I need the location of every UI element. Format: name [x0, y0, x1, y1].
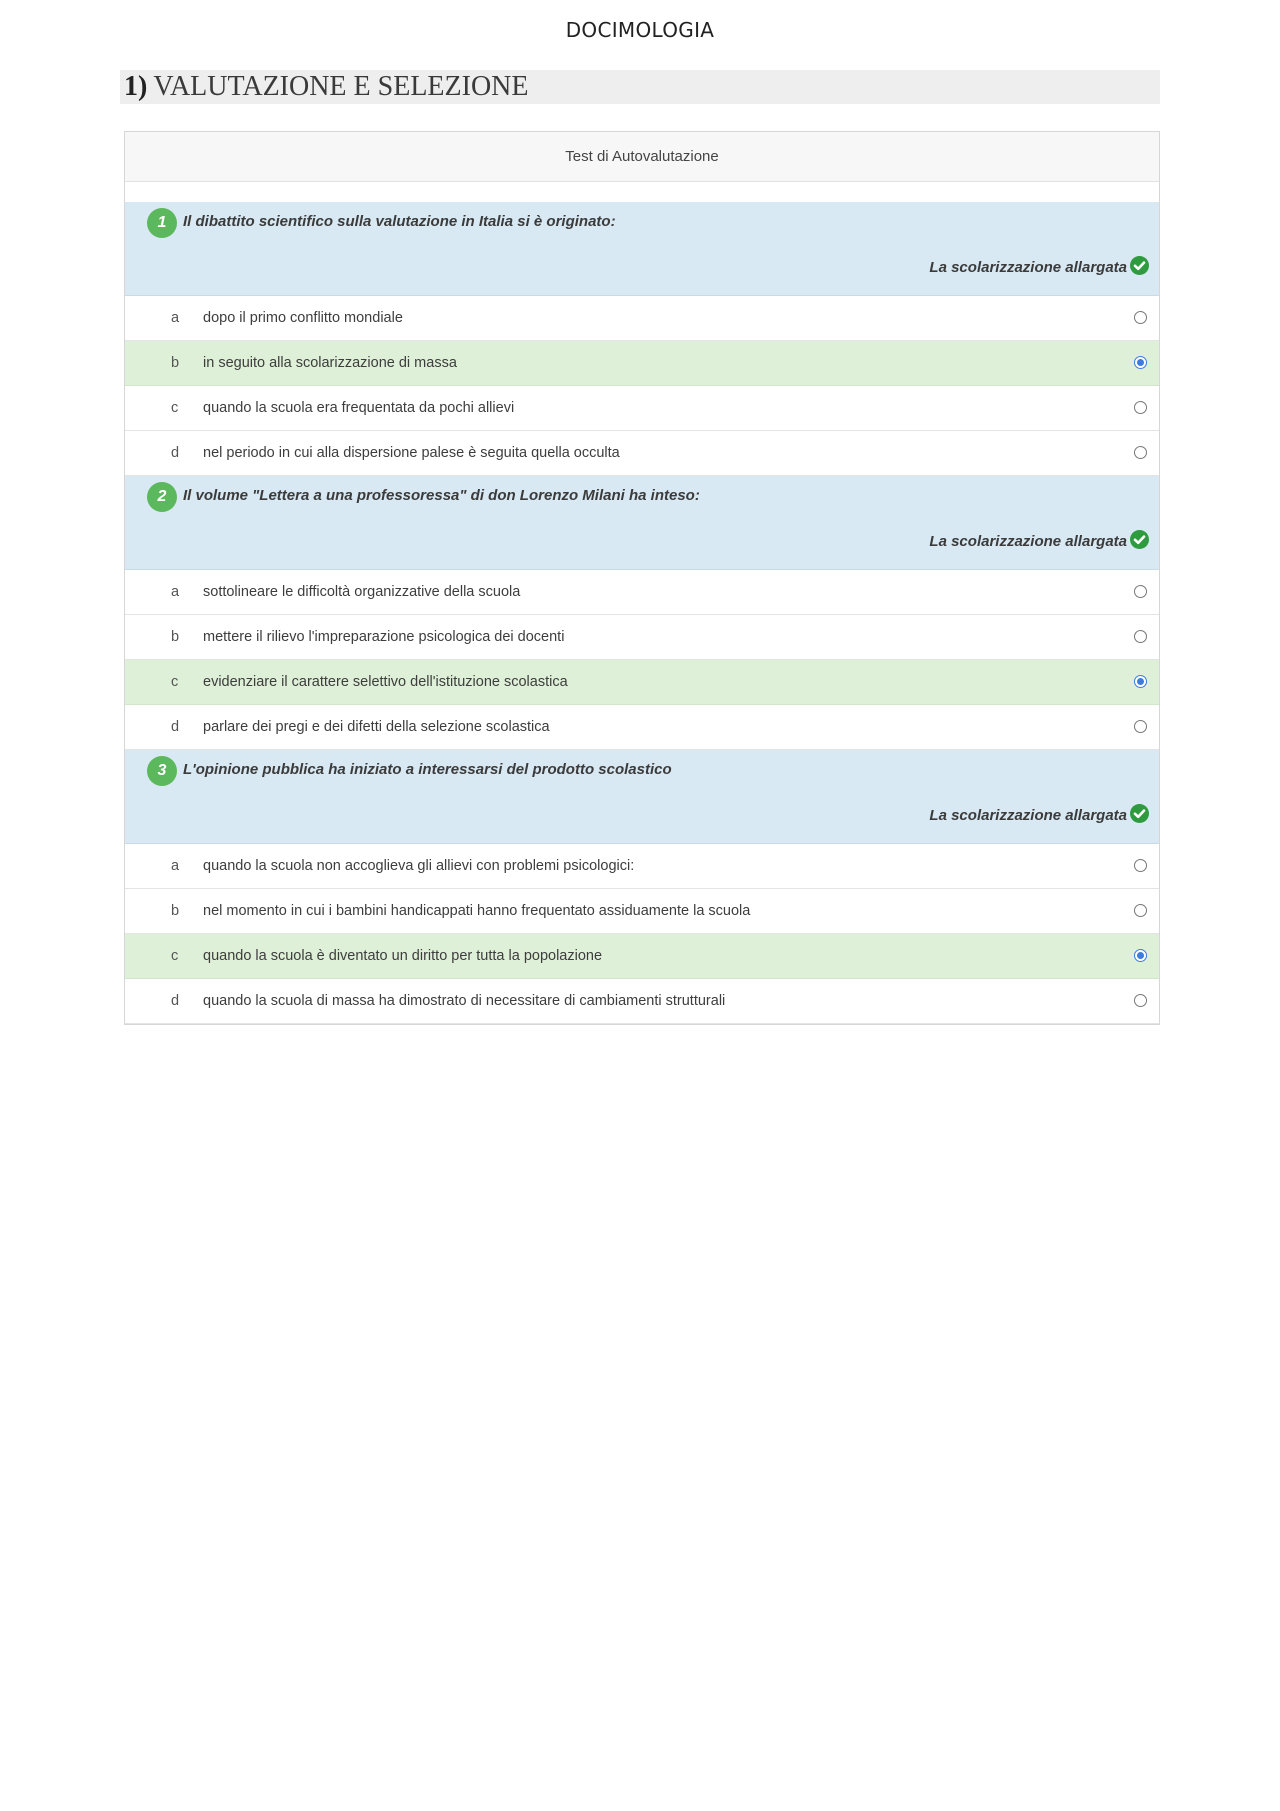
- answer-option-a[interactable]: [125, 570, 1159, 615]
- section-number: 1): [124, 71, 148, 102]
- answer-option-d[interactable]: [125, 705, 1159, 750]
- question-text: Il dibattito scientifico sulla valutazione in Italia si è originato:: [183, 213, 616, 230]
- question-answer: [929, 806, 1149, 825]
- radio-button-selected[interactable]: [1134, 675, 1147, 688]
- question-number-badge: 1: [147, 208, 177, 238]
- radio-button[interactable]: [1134, 720, 1147, 733]
- option-letter: c: [171, 400, 179, 416]
- answer-option-a[interactable]: [125, 844, 1159, 889]
- option-text: dopo il primo conflitto mondiale: [203, 310, 403, 326]
- radio-button-selected[interactable]: [1134, 949, 1147, 962]
- check-circle-icon: [1130, 804, 1149, 823]
- option-letter: d: [171, 993, 180, 1009]
- option-text: mettere il rilievo l'impreparazione psicologica dei docenti: [203, 629, 565, 645]
- radio-button[interactable]: [1134, 994, 1147, 1007]
- answer-option-c[interactable]: [125, 660, 1159, 705]
- option-text: evidenziare il carattere selettivo dell'istituzione scolastica: [203, 674, 568, 690]
- radio-button[interactable]: [1134, 630, 1147, 643]
- option-text: in seguito alla scolarizzazione di massa: [203, 355, 457, 371]
- option-text: quando la scuola è diventato un diritto per tutta la popolazione: [203, 948, 603, 964]
- quiz-title: Test di Autovalutazione: [125, 132, 1159, 182]
- answer-option-a[interactable]: [125, 296, 1159, 341]
- answer-option-d[interactable]: [125, 979, 1159, 1024]
- quiz-panel: [124, 131, 1160, 1025]
- option-text: parlare dei pregi e dei difetti della selezione scolastica: [203, 719, 550, 735]
- option-letter: b: [171, 629, 180, 645]
- question-number-badge: 2: [147, 482, 177, 512]
- question-header: [125, 202, 1159, 296]
- radio-button[interactable]: [1134, 859, 1147, 872]
- answer-label: La scolarizzazione allargata: [929, 807, 1127, 824]
- answer-label: La scolarizzazione allargata: [929, 533, 1127, 550]
- option-text: sottolineare le difficoltà organizzative della scuola: [203, 584, 521, 600]
- option-text: quando la scuola di massa ha dimostrato di necessitare di cambiamenti strutturali: [203, 993, 726, 1009]
- section-heading: [120, 70, 1160, 104]
- answer-option-b[interactable]: [125, 889, 1159, 934]
- answer-option-b[interactable]: [125, 341, 1159, 386]
- question-answer: [929, 258, 1149, 277]
- check-circle-icon: [1130, 256, 1149, 275]
- option-text: quando la scuola era frequentata da pochi allievi: [203, 400, 515, 416]
- radio-button[interactable]: [1134, 446, 1147, 459]
- question-answer: [929, 532, 1149, 551]
- option-letter: c: [171, 948, 179, 964]
- section-title: VALUTAZIONE E SELEZIONE: [153, 71, 529, 102]
- question-header: [125, 750, 1159, 844]
- answer-option-c[interactable]: [125, 386, 1159, 431]
- radio-button-selected[interactable]: [1134, 356, 1147, 369]
- option-text: nel momento in cui i bambini handicappati hanno frequentato assiduamente la scuola: [203, 903, 751, 919]
- option-text: nel periodo in cui alla dispersione palese è seguita quella occulta: [203, 445, 620, 461]
- answer-option-c[interactable]: [125, 934, 1159, 979]
- option-letter: b: [171, 355, 180, 371]
- option-letter: a: [171, 858, 180, 874]
- option-letter: d: [171, 445, 180, 461]
- option-letter: c: [171, 674, 179, 690]
- question-number-badge: 3: [147, 756, 177, 786]
- option-letter: a: [171, 310, 180, 326]
- question-text: L'opinione pubblica ha iniziato a interessarsi del prodotto scolastico: [183, 761, 672, 778]
- question-header: [125, 476, 1159, 570]
- question-text: Il volume "Lettera a una professoressa" di don Lorenzo Milani ha inteso:: [183, 487, 700, 504]
- radio-button[interactable]: [1134, 904, 1147, 917]
- radio-button[interactable]: [1134, 585, 1147, 598]
- radio-button[interactable]: [1134, 401, 1147, 414]
- option-letter: b: [171, 903, 180, 919]
- option-letter: a: [171, 584, 180, 600]
- radio-button[interactable]: [1134, 311, 1147, 324]
- document-header: DOCIMOLOGIA: [565, 18, 715, 42]
- quiz-spacer: [125, 182, 1159, 202]
- option-text: quando la scuola non accoglieva gli allievi con problemi psicologici:: [203, 858, 635, 874]
- answer-option-b[interactable]: [125, 615, 1159, 660]
- answer-label: La scolarizzazione allargata: [929, 259, 1127, 276]
- answer-option-d[interactable]: [125, 431, 1159, 476]
- option-letter: d: [171, 719, 180, 735]
- check-circle-icon: [1130, 530, 1149, 549]
